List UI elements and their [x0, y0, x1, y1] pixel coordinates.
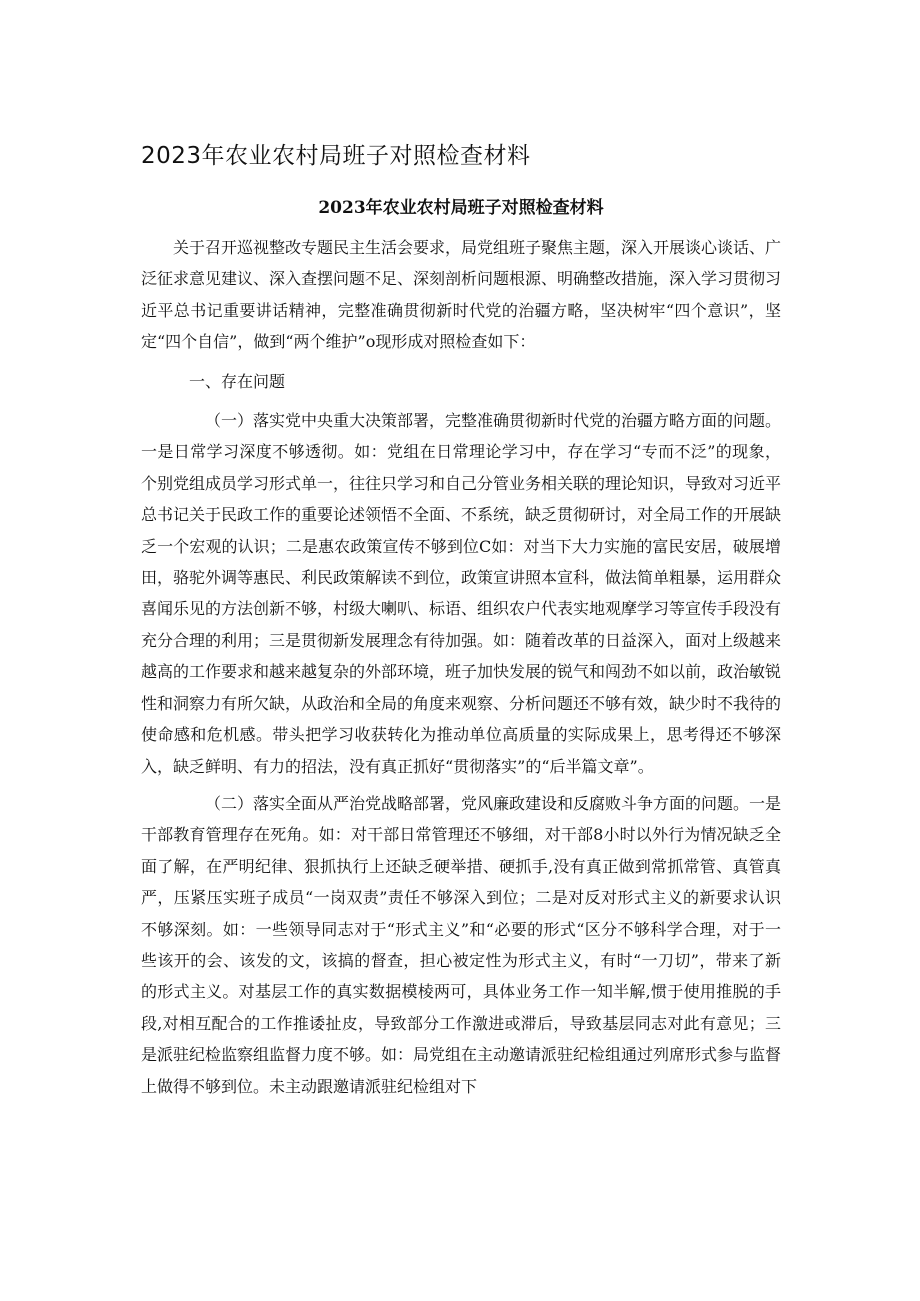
document-title: 2023年农业农村局班子对照检查材料	[141, 143, 531, 169]
document-body	[141, 196, 781, 1108]
problem-paragraph-1: （一）落实党中央重大决策部署，完整准确贯彻新时代党的治疆方略方面的问题。一是日常学习深度不够透彻。如：党组在日常理论学习中，存在学习“专而不泛”的现象，个别党组成员学习形式单一，往往只学习和自己分管业务相关联的理论知识，导致对习近平总书记关于民政工作的重要论述领悟不全面、不系统，缺乏贯彻研讨，对全局工作的开展缺乏一个宏观的认识；二是惠农政策宣传不够到位C如：对当下大力实施的富民安居，破展增田，骆驼外调等惠民、利民政策解读不到位，政策宣讲照本宣科，做法简单粗暴，运用群众喜闻乐见的方法创新不够，村级大喇叭、标语、组织农户代表实地观摩学习等宣传手段没有充分合理的利用；三是贯彻新发展理念有待加强。如：随着改革的日益深入，面对上级越来越高的工作要求和越来越复杂的外部环境，班子加快发展的锐气和闯劲不如以前，政治敏锐性和洞察力有所欠缺，从政治和全局的角度来观察、分析问题还不够有效，缺少时不我待的使命感和危机感。带头把学习收获转化为推动单位高质量的实际成果上，思考得还不够深入，缺乏鲜明、有力的招法，没有真正抓好“贯彻落实”的“后半篇文章”。	[141, 411, 782, 776]
problem-paragraph-2: （二）落实全面从严治党战略部署，党风廉政建设和反腐败斗争方面的问题。一是干部教育管理存在死角。如：对干部日常管理还不够细，对干部8小时以外行为情况缺乏全面了解，在严明纪律、狠抓执行上还缺乏硬举措、硬抓手,没有真正做到常抓常管、真管真严，压紧压实班子成员“一岗双责”责任不够深入到位；二是对反对形式主义的新要求认识不够深刻。如：一些领导同志对于“形式主义”和“必要的形式“区分不够科学合理，对于一些该开的会、该发的文，该搞的督查，担心被定性为形式主义，有时“一刀切”，带来了新的形式主义。对基层工作的真实数据模棱两可，具体业务工作一知半解,惯于使用推脱的手段,对相互配合的工作推诿扯皮，导致部分工作激进或滞后，导致基层同志对此有意见；三是派驻纪检监察组监督力度不够。如：局党组在主动邀请派驻纪检组通过列席形式参与监督上做得不够到位。未主动跟邀请派驻纪检组对下	[141, 793, 782, 1096]
section-heading-problems: 一、存在问题	[189, 371, 286, 391]
intro-paragraph: 关于召开巡视整改专题民主生活会要求，局党组班子聚焦主题，深入开展谈心谈话、广泛征求意见建议、深入查摆问题不足、深刻剖析问题根源、明确整改措施，深入学习贯彻习近平总书记重要讲话精神，完整准确贯彻新时代党的治疆方略，坚决树牢“四个意识”，坚定“四个自信”，做到“两个维护”o现形成对照检查如下：	[141, 238, 782, 352]
document-subtitle: 2023年农业农村局班子对照检查材料	[318, 198, 604, 218]
